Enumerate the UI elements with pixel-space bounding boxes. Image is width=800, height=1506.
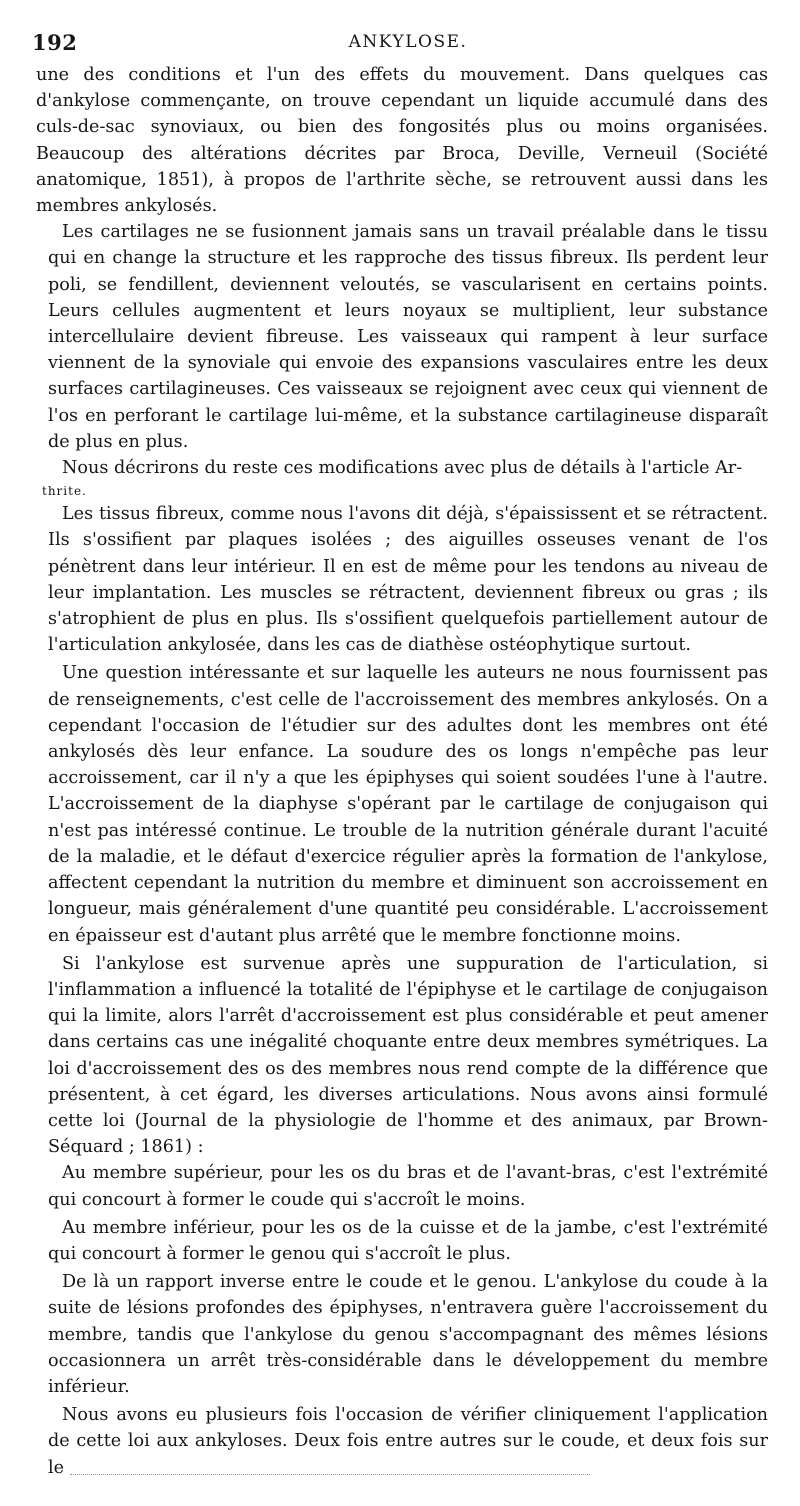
paragraph-suppuration: Si l'ankylose est survenue après une suppuration de l'articulation, si l'inflammation a influencé la totalité de l'épiphyse et le cartilage de conjugaison qui la limite, alors l'arrêt d'accroissement est plus considérable et peut amener dans certains cas une inégalité choquante entre deux membres symétriques. La loi d'accroissement des os des membres nous rend compte de la différence que présentent, à cet égard, les diverses articulations. Nous avons ainsi formulé cette loi (Journal de la physiologie de l'homme et des animaux, par Brown-Séquard ; 1861) : bbox=[48, 953, 768, 1158]
paragraph-continuation: une des conditions et l'un des effets du mouvement. Dans quelques cas d'ankylose commençante, on trouve cependant un liquide accumulé dans des culs-de-sac synoviaux, ou bien des fongosités plus ou moins organisées. Beaucoup des altérations décrites par Broca, Deville, Verneuil (Société anatomique, 1851), à propos de l'arthrite sèche, se retrouvent aussi dans les membres ankylosés. bbox=[36, 65, 768, 217]
page-header bbox=[32, 26, 768, 62]
paragraph-reference-arthrite: Nous décrirons du reste ces modifications avec plus de détails à l'article Ar- bbox=[62, 458, 743, 479]
body-text bbox=[36, 62, 768, 1481]
paragraph-cartilages: Les cartilages ne se fusionnent jamais sans un travail préalable dans le tissu qui en change la structure et les rapproche des tissus fibreux. Ils perdent leur poli, se fendillent, deviennent veloutés, se vascularisent en certains points. Leurs cellules augmentent et leurs noyaux se multiplient, leur substance intercellulaire devient fibreuse. Les vaisseaux qui rampent à leur surface viennent de la synoviale qui envoie des expansions vasculaires entre les deux surfaces cartilagineuses. Ces vaisseaux se rejoignent avec ceux qui viennent de l'os en perforant le cartilage lui-même, et la substance cartilagineuse disparaît de plus en plus. bbox=[48, 222, 768, 452]
paragraph-tissus-fibreux: Les tissus fibreux, comme nous l'avons dit déjà, s'épaississent et se rétractent. Ils s'ossifient par plaques isolées ; des aiguilles osseuses venant de l'os pénètrent dans leur intérieur. Il en est de même pour les tendons au niveau de leur implantation. Les muscles se rétractent, deviennent fibreux ou gras ; ils s'atrophient de plus en plus. Ils s'ossifient quelquefois partiellement autour de l'articulation ankylosée, dans les cas de diathèse ostéophytique surtout. bbox=[48, 504, 768, 656]
document-page bbox=[32, 26, 768, 1481]
page-number: 192 bbox=[32, 30, 78, 55]
paragraph-membre-superieur: Au membre supérieur, pour les os du bras et de l'avant-bras, c'est l'extrémité qui concourt à former le coude qui s'accroît le moins. bbox=[48, 1163, 768, 1210]
paragraph-reference-arthrite-end: thrite. bbox=[42, 484, 87, 499]
running-title: ANKYLOSE. bbox=[348, 32, 468, 52]
paragraph-membre-inferieur: Au membre inférieur, pour les os de la cuisse et de la jambe, c'est l'extrémité qui concourt à former le genou qui s'accroît le plus. bbox=[48, 1217, 768, 1264]
paragraph-rapport-inverse: De là un rapport inverse entre le coude et le genou. L'ankylose du coude à la suite de lésions profondes des épiphyses, n'entravera guère l'accroissement du membre, tandis que l'ankylose du genou s'accompagnant des mêmes lésions occasionnera un arrêt très-considérable dans le développement du membre inférieur. bbox=[48, 1272, 768, 1397]
paragraph-verification: Nous avons eu plusieurs fois l'occasion de vérifier cliniquement l'application de cette loi aux ankyloses. Deux fois entre autres sur le coude, et deux fois sur le bbox=[48, 1405, 768, 1478]
footer-rule bbox=[70, 1474, 590, 1475]
paragraph-accroissement: Une question intéressante et sur laquelle les auteurs ne nous fournissent pas de renseignements, c'est celle de l'accroissement des membres ankylosés. On a cependant l'occasion de l'étudier sur des adultes dont les membres ont été ankylosés dès leur enfance. La soudure des os longs n'empêche pas leur accroissement, car il n'y a que les épiphyses qui soient soudées l'une à l'autre. L'accroissement de la diaphyse s'opérant par le cartilage de conjugaison qui n'est pas intéressé continue. Le trouble de la nutrition générale durant l'acuité de la maladie, et le défaut d'exercice régulier après la formation de l'ankylose, affectent cependant la nutrition du membre et diminuent son accroissement en longueur, mais généralement d'une quantité peu considérable. L'accroissement en épaisseur est d'autant plus arrêté que le membre fonctionne moins. bbox=[48, 663, 768, 946]
